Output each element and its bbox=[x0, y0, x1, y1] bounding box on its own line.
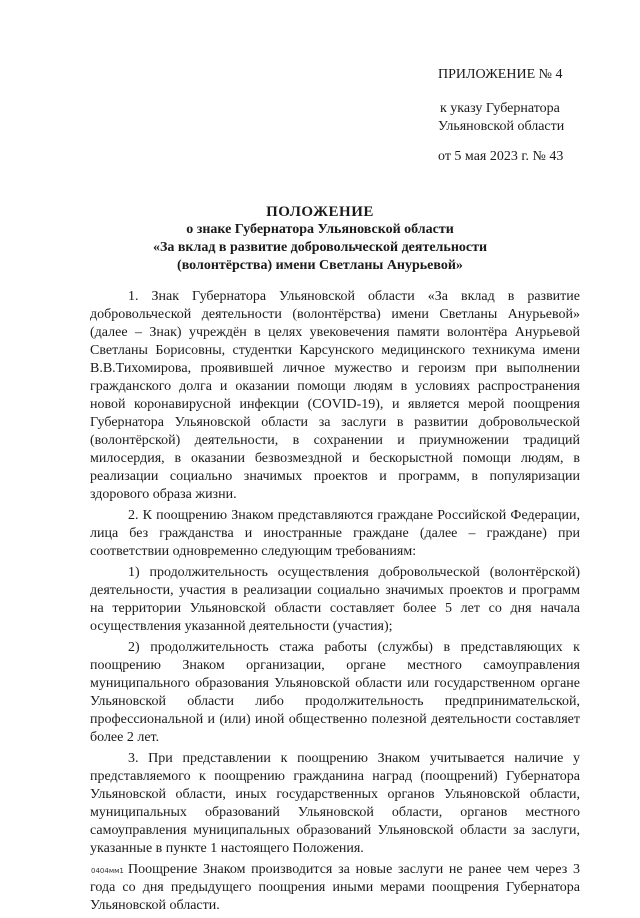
document-title-block bbox=[90, 203, 550, 275]
appendix-label: ПРИЛОЖЕНИЕ № 4 bbox=[438, 67, 563, 82]
document-heading: ПОЛОЖЕНИЕ bbox=[266, 204, 374, 220]
title-line-2: «За вклад в развитие добровольческой деятельности bbox=[152, 240, 488, 255]
title-line-1: о знаке Губернатора Ульяновской области bbox=[186, 222, 454, 237]
paragraph-1: 1. Знак Губернатора Ульяновской области «За вклад в развитие добровольческой деятельности (волонтёрства) имени Светланы Анурьевой» (далее – Знак) учреждён в целях увековечения памяти волонтёра Анурьевой Светланы Борисовны, студентки Карсунского медицинского техникума имени В.В.Тихомирова, проявившей личное мужество и героизм при выполнении гражданского долга и оказании помощи людям в условиях распространения новой коронавирусной инфекции (COVID-19), и является мерой поощрения Губернатора Ульяновской области за заслуги в развитии добровольческой (волонтёрской) деятельности, в сохранении и приумножении традиций милосердия, в оказании безвозмездной и бескорыстной помощи людям, в реализации социально значимых проектов и программ, в популяризации здорового образа жизни. bbox=[90, 289, 580, 502]
title-line-3: (волонтёрства) имени Светланы Анурьевой» bbox=[177, 258, 463, 273]
decree-reference-line2: Ульяновской области bbox=[438, 119, 565, 134]
document-body bbox=[90, 288, 580, 918]
paragraph-3: 3. При представлении к поощрению Знаком учитывается наличие у представляемого к поощрению гражданина наград (поощрений) Губернатора Ульяновской области, иных государственных органов Ульяновской области, муниципальных образований Ульяновской области, органов местного самоуправления муниципальных образований Ульяновской области за заслуги, указанные в пункте 1 настоящего Положения. bbox=[90, 751, 580, 856]
decree-reference-line1: к указу Губернатора bbox=[440, 101, 560, 116]
paragraph-2: 2. К поощрению Знаком представляются граждане Российской Федерации, лица без гражданства и иностранные граждане (далее – граждане) при соответствии одновременно следующим требованиям: bbox=[90, 508, 580, 559]
decree-date: от 5 мая 2023 г. № 43 bbox=[438, 149, 564, 164]
footer-document-code: 0404мм1 bbox=[91, 867, 124, 875]
paragraph-2-item-1: 1) продолжительность осуществления добровольческой (волонтёрской) деятельности, участия в реализации социально значимых проектов и программ на территории Ульяновской области составляет более 5 лет со дня начала осуществления указанной деятельности (участия); bbox=[90, 565, 580, 634]
paragraph-2-item-2: 2) продолжительность стажа работы (службы) в представляющих к поощрению Знаком организации, органе местного самоуправления муниципального образования Ульяновской области или государственном органе Ульяновской области либо продолжительность предпринимательской, профессиональной и (или) иной общественно полезной деятельности составляет более 2 лет. bbox=[90, 640, 580, 745]
paragraph-3-note: Поощрение Знаком производится за новые заслуги не ранее чем через 3 года со дня предыдущего поощрения иными мерами поощрения Губернатора Ульяновской области. bbox=[90, 862, 580, 913]
